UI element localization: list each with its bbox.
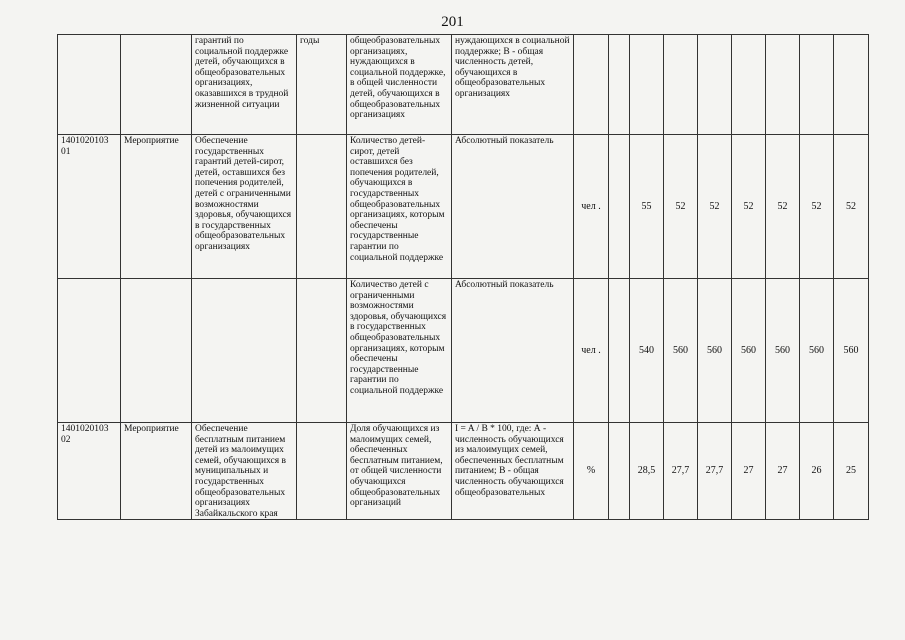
table-row [58,423,869,520]
value-cell: 560 [834,279,869,423]
name-cell: Обеспечение бесплатным питанием детей из малоимущих семей, обучающихся в муниципальных и государственных общеобразовательных организациях Забайкальского края [192,423,297,520]
code-cell [58,279,121,423]
method-cell: Абсолютный показатель [452,279,574,423]
table-row [58,135,869,279]
name-cell: Обеспечение государственных гарантий детей-сирот, детей, оставшихся без попечения родителей, детей с ограниченными возможностями здоровья, обучающихся в государственных общеобразовательных организациях [192,135,297,279]
unit-cell: чел . [574,135,609,279]
value-cell [609,135,630,279]
type-cell [121,279,192,423]
page-number: 201 [441,14,464,30]
period-cell [297,423,347,520]
unit-cell: % [574,423,609,520]
value-cell [609,423,630,520]
value-cell [609,279,630,423]
value-cell: 52 [698,135,732,279]
value-cell: 540 [630,279,664,423]
value-cell: 27 [732,423,766,520]
value-cell [664,35,698,135]
indicator-cell: общеобразовательных организациях, нуждающихся в социальной поддержке, в общей численности детей, обучающихся в общеобразовательных организациях [347,35,452,135]
value-cell: 26 [800,423,834,520]
code-cell: 1401020103 01 [58,135,121,279]
name-cell: гарантий по социальной поддержке детей, обучающихся в общеобразовательных организациях, оказавшихся в трудной жизненной ситуации [192,35,297,135]
period-cell [297,135,347,279]
value-cell: 52 [732,135,766,279]
value-cell: 560 [664,279,698,423]
value-cell: 27,7 [664,423,698,520]
value-cell [732,35,766,135]
value-cell: 27,7 [698,423,732,520]
type-cell [121,35,192,135]
value-cell: 560 [800,279,834,423]
indicator-cell: Доля обучающихся из малоимущих семей, обеспеченных бесплатным питанием, от общей численности обучающихся общеобразовательных организаций [347,423,452,520]
type-cell: Мероприятие [121,423,192,520]
value-cell: 25 [834,423,869,520]
value-cell [698,35,732,135]
code-cell: 1401020103 02 [58,423,121,520]
value-cell: 560 [698,279,732,423]
value-cell [766,35,800,135]
period-cell [297,279,347,423]
value-cell [834,35,869,135]
method-cell: нуждающихся в социальной поддержке; В - общая численность детей, обучающихся в общеобразовательных организациях [452,35,574,135]
value-cell [630,35,664,135]
value-cell: 52 [664,135,698,279]
value-cell: 560 [766,279,800,423]
type-cell: Мероприятие [121,135,192,279]
value-cell: 55 [630,135,664,279]
method-cell: Абсолютный показатель [452,135,574,279]
indicators-table [57,34,869,520]
table-row [58,35,869,135]
indicator-cell: Количество детей с ограниченными возможностями здоровья, обучающихся в государственных общеобразовательных организациях, которым обеспечены государственные гарантии по социальной поддержке [347,279,452,423]
value-cell [800,35,834,135]
table-row [58,279,869,423]
value-cell: 52 [834,135,869,279]
name-cell [192,279,297,423]
unit-cell [574,35,609,135]
value-cell: 52 [800,135,834,279]
value-cell: 27 [766,423,800,520]
value-cell: 560 [732,279,766,423]
method-cell: I = A / B * 100, где: А - численность обучающихся из малоимущих семей, обеспеченных бесплатным питанием; В - общая численность обучающихся общеобразовательных [452,423,574,520]
code-cell [58,35,121,135]
value-cell [609,35,630,135]
value-cell: 28,5 [630,423,664,520]
period-cell: годы [297,35,347,135]
value-cell: 52 [766,135,800,279]
indicator-cell: Количество детей-сирот, детей оставшихся без попечения родителей, обучающихся в государственных общеобразовательных организациях, которым обеспечены государственные гарантии по социальной поддержке [347,135,452,279]
unit-cell: чел . [574,279,609,423]
